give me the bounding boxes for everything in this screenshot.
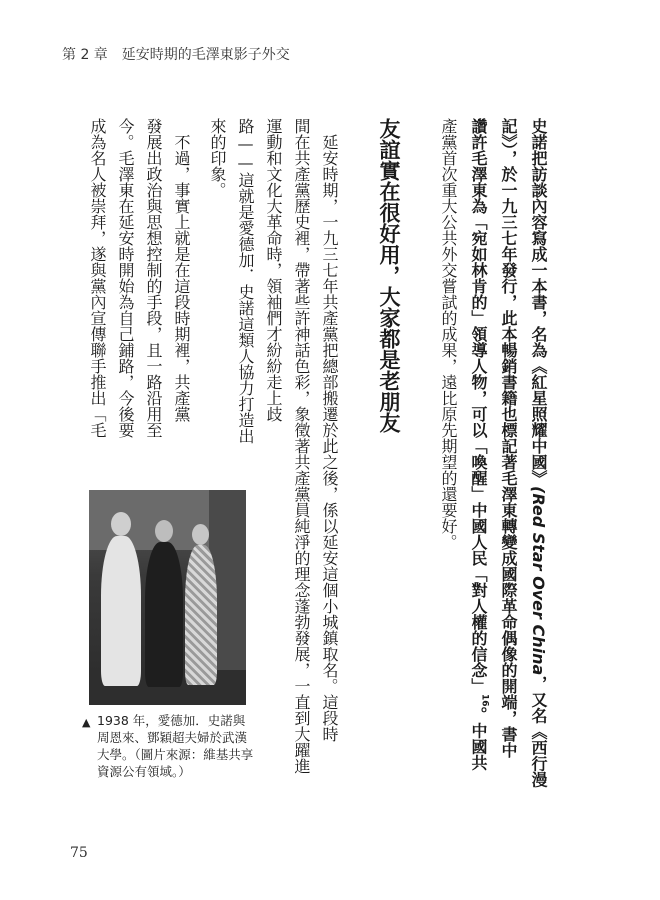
text-column-1 (530, 118, 546, 787)
page-number: 75 (70, 845, 88, 861)
text-column-14: 成為名人被崇拜，遂與黨內宣傳聯手推出「毛 (88, 118, 107, 438)
footnote-ref: 16 (479, 694, 490, 707)
latin-title: (Red Star Over China (529, 486, 548, 676)
column-text: ，又名《西行漫 (529, 675, 548, 788)
text-column-4: 產黨首次重大公共外交嘗試的成果，遠比原先期望的還要好。 (439, 118, 458, 550)
historical-photo (89, 490, 246, 705)
text-column-2: 記》），於一九三七年發行，此本暢銷書籍也標記著毛澤東轉變成國際革命偶像的開端，書中 (499, 118, 518, 758)
text-column-8: 運動和文化大革命時，領袖們才紛紛走上歧 (264, 118, 283, 422)
text-column-3 (470, 118, 488, 771)
text-column-12: 發展出政治與思想控制的手段，且一路沿用至 (144, 118, 163, 438)
text-column-13: 今。毛澤東在延安時開始為自己鋪路，今後要 (116, 118, 135, 438)
column-text: 。中國共 (469, 706, 488, 771)
text-column-10: 來的印象。 (208, 118, 227, 198)
photo-caption (82, 712, 257, 780)
column-text: 史諾把訪談內容寫成一本書，名為《紅星照耀中國》 (529, 118, 548, 486)
section-heading: 友誼實在很好用，大家都是老朋友 (377, 118, 401, 433)
caption-text: 1938 年，愛德加．史諾與周恩來、鄧穎超夫婦於武漢大學。（圖片來源：維基共享資源公有領域。） (97, 713, 254, 779)
running-head: 第 2 章 延安時期的毛澤東影子外交 (62, 47, 290, 63)
column-text: 讚許毛澤東為「宛如林肯的」領導人物，可以「喚醒」中國人民「對人權的信念」 (469, 118, 488, 694)
text-column-11: 不過，事實上就是在這段時期裡，共產黨 (172, 118, 191, 422)
text-column-6: 延安時期，一九三七年共產黨把總部搬遷於此之後，係以延安這個小城鎮取名。這段時 (320, 118, 339, 742)
text-column-7: 間在共產黨歷史裡，帶著些許神話色彩，象徵著共產黨員純淨的理念蓬勃發展，一直到大躍進 (292, 118, 311, 774)
triangle-marker-icon: ▲ (82, 716, 91, 729)
text-column-9: 路——這就是愛德加．史諾這類人協力打造出 (236, 118, 255, 444)
